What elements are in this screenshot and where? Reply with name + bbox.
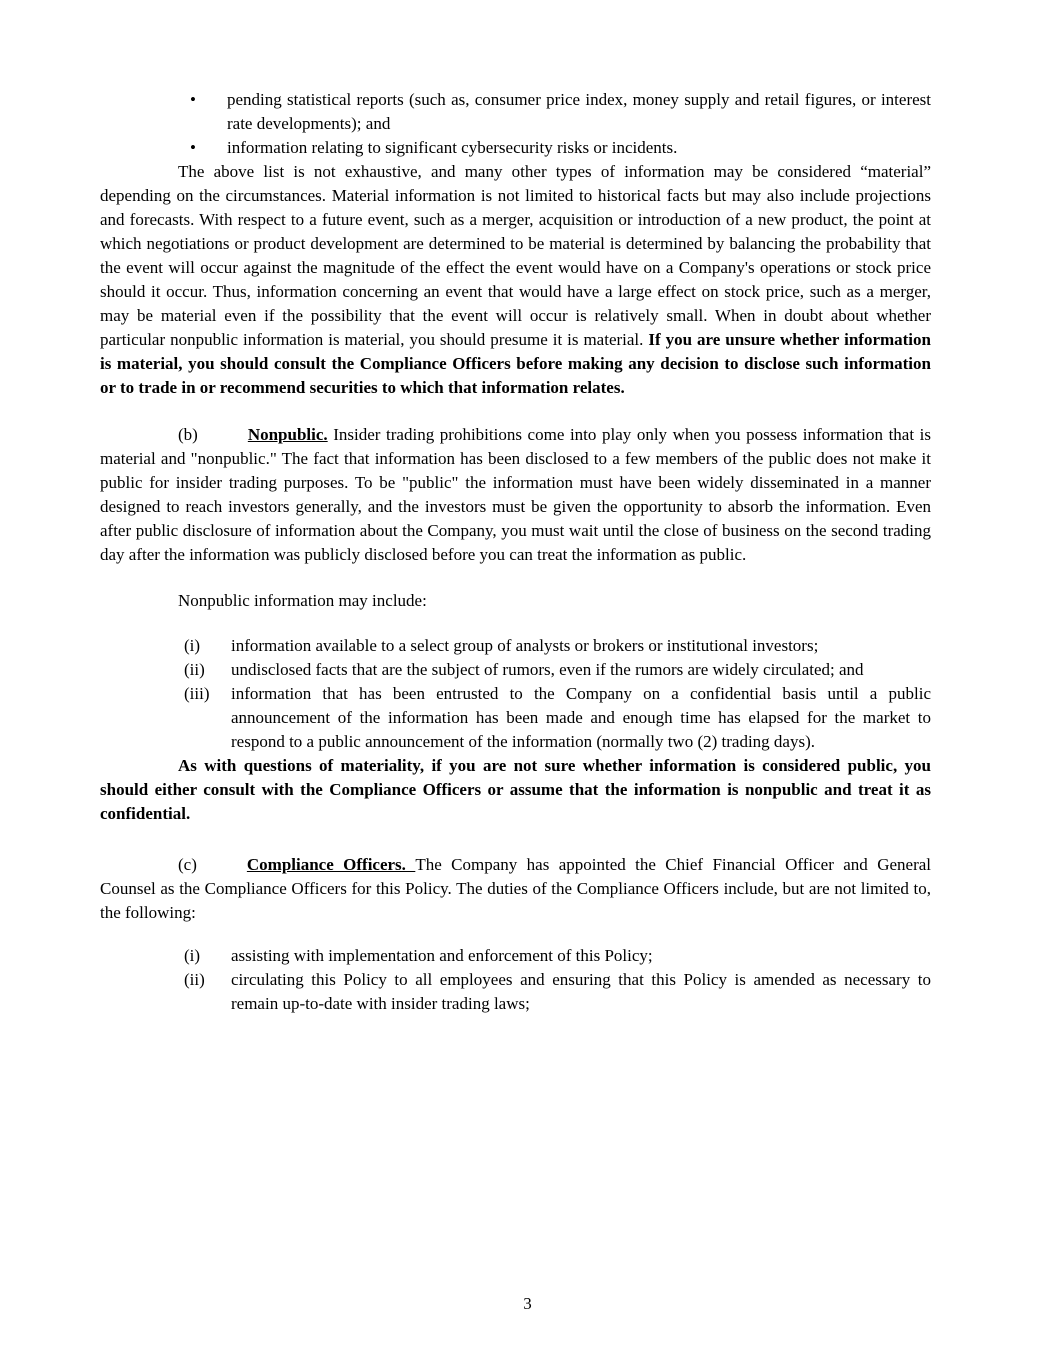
bullet-icon: •: [190, 138, 196, 157]
list-item-text: information that has been entrusted to the Company on a confidential basis until a public announcement of the information has been made and enough time has elapsed for the market to respond to a public announcement of the information (normally two (2) trading days).: [231, 684, 931, 751]
section-label-b: (b): [178, 425, 198, 444]
paragraph-nonpublic-body: Insider trading prohibitions come into play only when you possess information that is material and "nonpublic." The fact that information has been disclosed to a few members of the public does not make it public for insider trading purposes. To be "public" the information must have been widely disseminated in a manner designed to reach investors generally, and the investors must be given the opportunity to absorb the information. Even after public disclosure of information about the Company, you must wait until the close of business on the second trading day after the information was publicly disclosed before you can treat the information as public.: [100, 425, 931, 564]
paragraph-public-warning: As with questions of materiality, if you are not sure whether information is considered public, you should either consult with the Compliance Officers or assume that the information is nonpublic and treat it as confidential.: [100, 756, 931, 823]
list-item: [100, 634, 931, 658]
section-label-c: (c): [178, 855, 197, 874]
bullet-item: [100, 88, 931, 136]
list-marker: (i): [184, 946, 201, 965]
list-item: [100, 658, 931, 682]
bullet-item-text: pending statistical reports (such as, consumer price index, money supply and retail figures, or interest rate developments); and: [227, 90, 931, 133]
materiality-bold-warning: If you are unsure whether information is material, you should consult the Compliance Officers before making any decision to disclose such information or to trade in or recommend securities to which that information relates.: [100, 330, 931, 397]
paragraph-nonpublic: [100, 423, 931, 567]
paragraph-materiality-text: The above list is not exhaustive, and many other types of information may be considered “material” depending on the circumstances. Material information is not limited to historical facts but may also include projections and forecasts. With respect to a future event, such as a merger, acquisition or introduction of a new product, the point at which negotiations or product development are determined to be material is determined by balancing the probability that the event will occur against the magnitude of the effect the event would have on a Company's operations or stock price should it occur. Thus, information concerning an event that would have a large effect on stock price, such as a merger, may be material even if the possibility that the event will occur is relatively small. When in doubt about whether particular nonpublic information is material, you should presume it is material.: [100, 162, 931, 349]
bullet-icon: •: [190, 90, 196, 109]
list-item-text: undisclosed facts that are the subject of rumors, even if the rumors are widely circulated; and: [231, 660, 864, 679]
page-number: 3: [523, 1294, 532, 1313]
list-item: [100, 944, 931, 968]
section-heading-nonpublic: Nonpublic.: [247, 425, 328, 444]
nonpublic-include-intro: Nonpublic information may include:: [178, 591, 427, 610]
list-item: [100, 682, 931, 754]
list-item-text: assisting with implementation and enforcement of this Policy;: [231, 946, 653, 965]
document-page: [100, 88, 931, 1016]
list-item: [100, 968, 931, 1016]
list-item-text: circulating this Policy to all employees and ensuring that this Policy is amended as necessary to remain up-to-date with insider trading laws;: [231, 970, 931, 1013]
list-item-text: information available to a select group of analysts or brokers or institutional investors;: [231, 636, 819, 655]
paragraph-compliance-officers: [100, 853, 931, 925]
paragraph-materiality: [100, 160, 931, 400]
bullet-item: [100, 136, 931, 160]
list-marker: (ii): [184, 660, 205, 679]
compliance-duties-list: [100, 944, 931, 1016]
list-marker: (ii): [184, 970, 205, 989]
section-heading-compliance-officers: Compliance Officers.: [246, 855, 416, 874]
list-marker: (i): [184, 636, 201, 655]
paragraph-compliance-body: The Company has appointed the Chief Financial Officer and General Counsel as the Compliance Officers for this Policy. The duties of the Compliance Officers include, but are not limited to, the following:: [100, 855, 931, 922]
bullet-item-text: information relating to significant cybersecurity risks or incidents.: [227, 138, 678, 157]
nonpublic-examples-list: [100, 634, 931, 754]
list-marker: (iii): [184, 684, 210, 703]
material-info-bullet-list: [100, 88, 931, 160]
